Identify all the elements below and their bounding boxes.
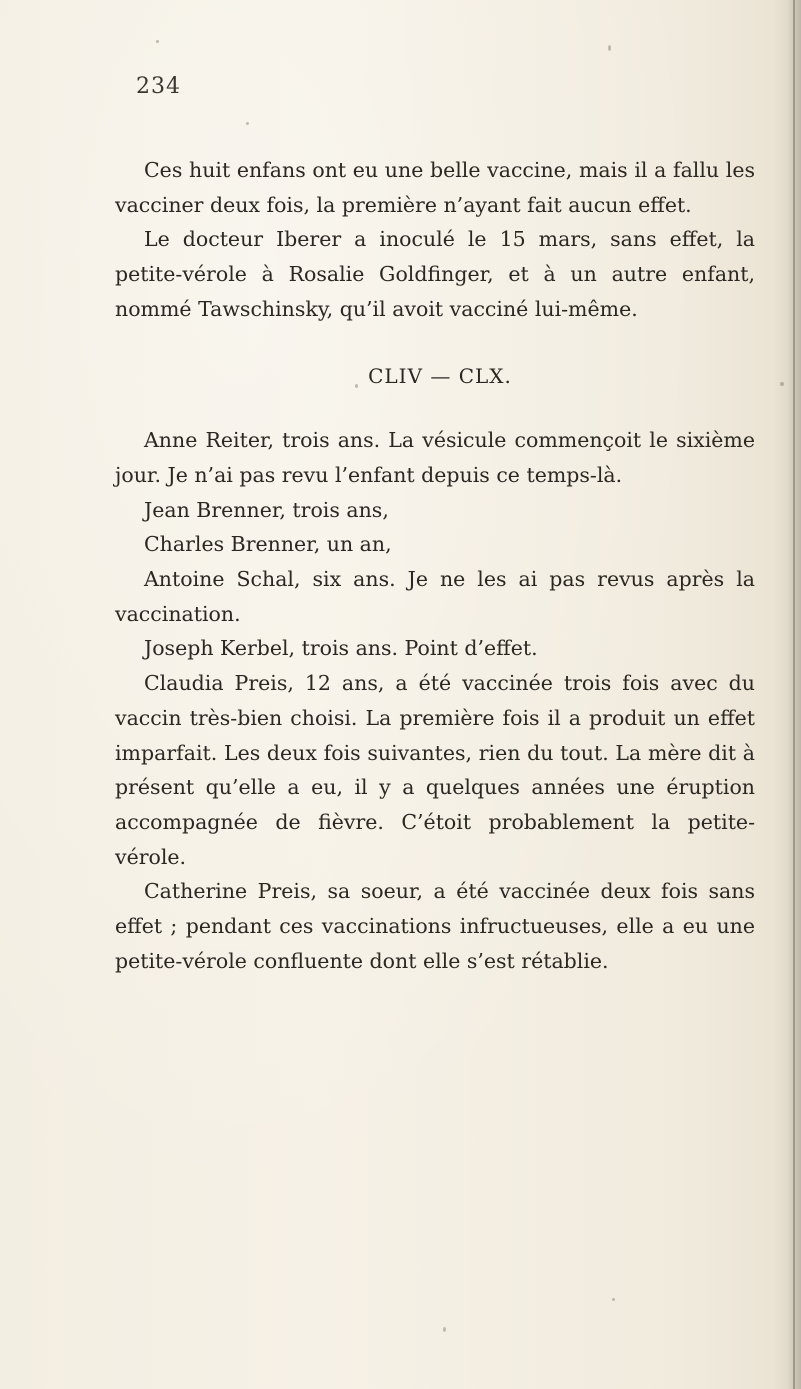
page-edge-line bbox=[793, 0, 795, 1389]
ink-speck bbox=[156, 40, 159, 43]
section-heading: CLIV — CLX. bbox=[368, 363, 512, 388]
ink-speck bbox=[246, 122, 249, 125]
ink-speck bbox=[443, 1327, 446, 1332]
paragraph: Antoine Schal, six ans. Je ne les ai pas revus après la vaccination. bbox=[115, 567, 755, 626]
paragraph: Le docteur Iberer a inoculé le 15 mars, sans effet, la petite-vérole à Rosalie Goldfinger, et à un autre enfant, nommé Tawschinsky, qu’il avoit vacciné lui-même. bbox=[115, 227, 755, 321]
ink-speck bbox=[608, 45, 611, 51]
paragraph: Ces huit enfans ont eu une belle vaccine, mais il a fallu les vacciner deux fois, la première n’ayant fait aucun effet. bbox=[115, 158, 755, 217]
paragraph: Joseph Kerbel, trois ans. Point d’effet. bbox=[144, 636, 538, 661]
paragraph: Anne Reiter, trois ans. La vésicule commençoit le sixième jour. Je n’ai pas revu l’enfant depuis ce temps-là. bbox=[115, 428, 755, 487]
page-edge-shadow bbox=[773, 0, 801, 1389]
page-number: 234 bbox=[136, 74, 181, 99]
paragraph: Catherine Preis, sa soeur, a été vaccinée deux fois sans effet ; pendant ces vaccinations infructueuses, elle a eu une petite-vérole confluente dont elle s’est rétablie. bbox=[115, 879, 755, 973]
paragraph: Jean Brenner, trois ans, bbox=[144, 497, 389, 522]
paragraph: Claudia Preis, 12 ans, a été vaccinée trois fois avec du vaccin très-bien choisi. La première fois il a produit un effet imparfait. Les deux fois suivantes, rien du tout. La mère dit à présent qu’elle a eu, il y a quelques années une éruption accompagnée de fièvre. C’étoit probablement la petite-vérole. bbox=[115, 671, 755, 869]
ink-speck bbox=[612, 1298, 615, 1301]
body-text bbox=[115, 153, 755, 978]
ink-speck bbox=[780, 382, 784, 386]
paragraph: Charles Brenner, un an, bbox=[144, 532, 392, 557]
